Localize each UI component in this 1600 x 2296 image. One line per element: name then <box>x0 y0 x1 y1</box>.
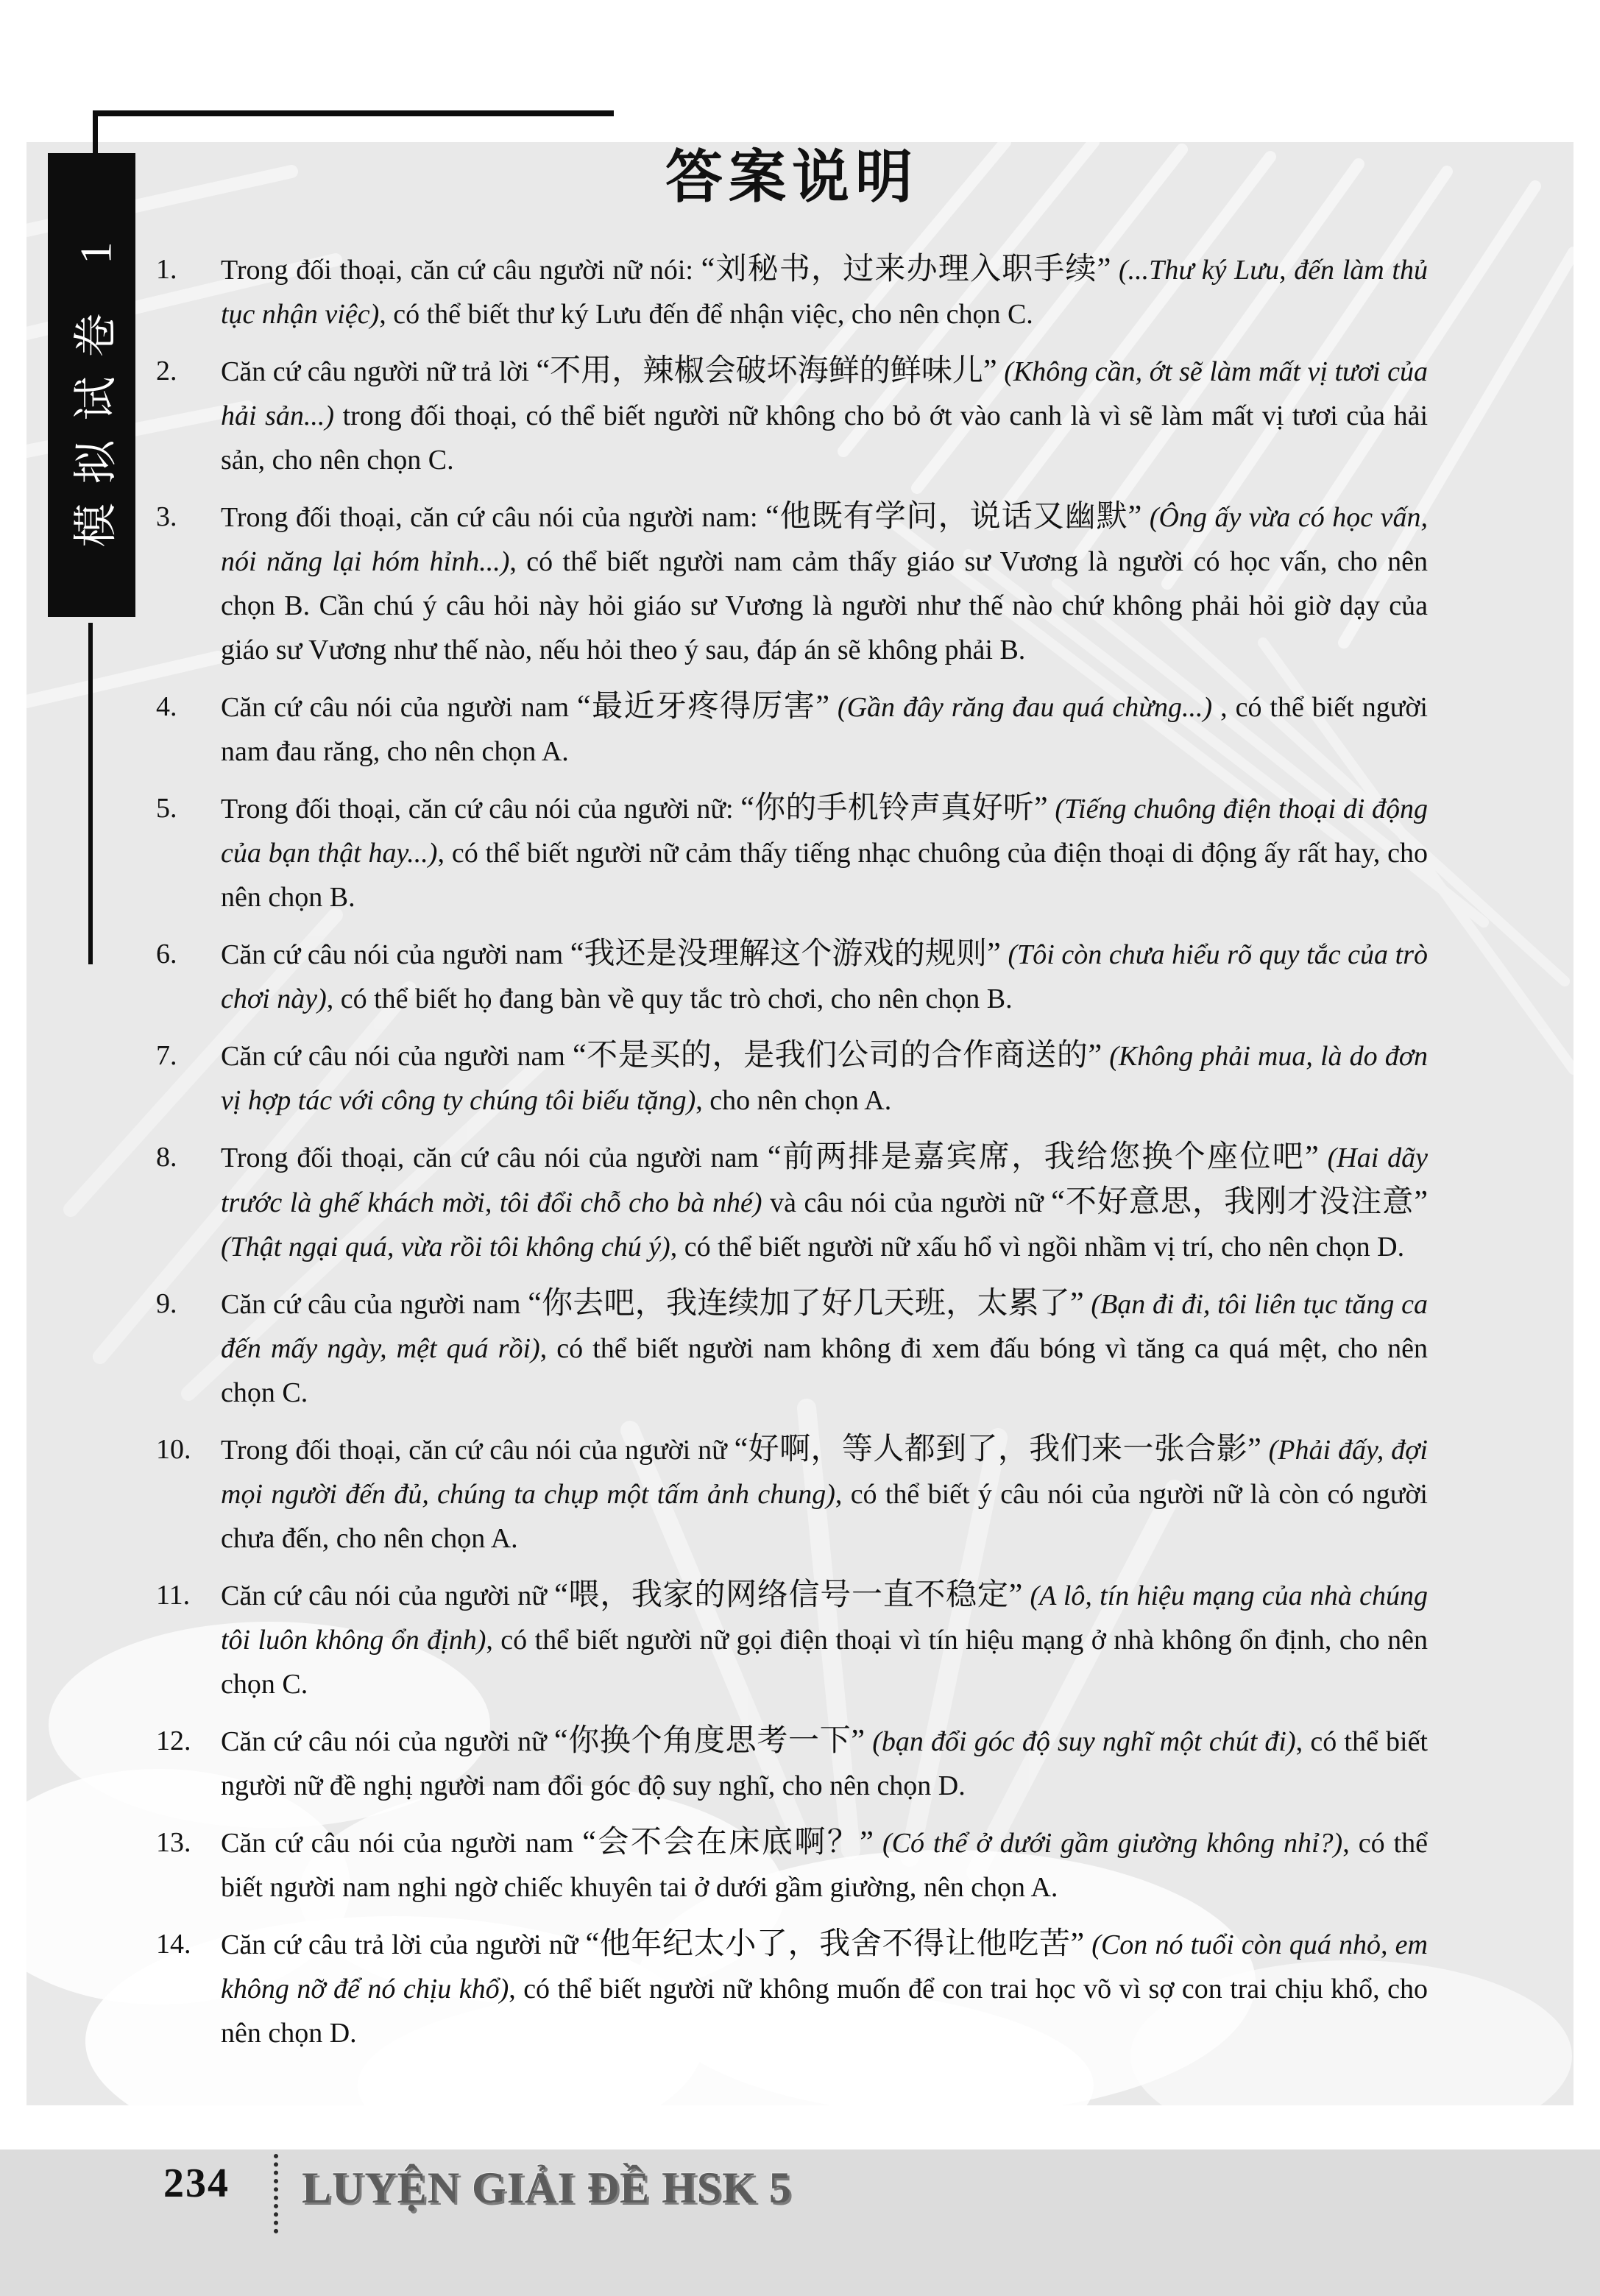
vietnamese-text-segment: Trong đối thoại, căn cứ câu nói của người nữ <box>221 1435 734 1466</box>
vietnamese-text-segment: Căn cứ câu nói của người nam <box>221 1828 583 1859</box>
vietnamese-translation-segment: (Phải đấy, đợi mọi người đến đủ, chúng ta chụp một tấm ảnh chung) <box>221 1435 1428 1510</box>
vietnamese-text-segment: , có thể biết người nữ cảm thấy tiếng nhạc chuông của điện thoại di động ấy rất hay, cho nên chọn B. <box>221 838 1428 913</box>
chinese-quote-segment: “会不会在床底啊？” <box>582 1826 874 1859</box>
chinese-quote-segment: “最近牙疼得厉害” <box>577 690 829 724</box>
vietnamese-text-segment: và câu nói của người nữ <box>762 1187 1052 1218</box>
item-number: 14. <box>156 1929 191 1960</box>
book-title: LUYỆN GIẢI ĐỀ HSK 5 <box>302 2163 792 2212</box>
vietnamese-translation-segment: (Tiếng chuông điện thoại di động của bạn thật hay...) <box>221 794 1428 869</box>
item-number: 13. <box>156 1827 191 1858</box>
explanation-item <box>156 349 1428 482</box>
vietnamese-text-segment: , có thể biết thư ký Lưu đến để nhận việc, cho nên chọn C. <box>379 299 1033 330</box>
vietnamese-text-segment: Trong đối thoại, căn cứ câu nói của người nam: <box>221 502 766 533</box>
vietnamese-text-segment: Căn cứ câu nói của người nam <box>221 1041 573 1072</box>
explanation-item <box>156 1282 1428 1415</box>
vietnamese-text-segment: , cho nên chọn A. <box>695 1085 892 1116</box>
chinese-quote-segment: “你换个角度思考一下” <box>553 1724 866 1758</box>
vietnamese-translation-segment: (bạn đổi góc độ suy nghĩ một chút đi) <box>865 1726 1296 1757</box>
top-horizontal-rule <box>93 110 614 116</box>
chinese-quote-segment: “刘秘书，过来办理入职手续” <box>701 252 1111 286</box>
explanation-item <box>156 1820 1428 1910</box>
explanation-item <box>156 1573 1428 1706</box>
vietnamese-translation-segment: (...Thư ký Lưu, đến làm thủ tục nhận việc) <box>221 255 1428 330</box>
item-number: 8. <box>156 1142 177 1173</box>
vietnamese-translation-segment: (Bạn đi đi, tôi liên tục tăng ca đến mấy ngày, mệt quá rồi) <box>221 1289 1428 1364</box>
chinese-quote-segment: “他既有学问，说话又幽默” <box>765 500 1142 534</box>
sidebar-chapter-tab <box>48 153 135 617</box>
vietnamese-text-segment: Căn cứ câu trả lời của người nữ <box>221 1929 586 1960</box>
item-number: 4. <box>156 691 177 722</box>
vietnamese-text-segment: , có thể biết người nữ gọi điện thoại vì tín hiệu mạng ở nhà không ổn định, cho nên chọn C. <box>221 1625 1428 1700</box>
explanation-item <box>156 1719 1428 1808</box>
footer-divider-dotted <box>274 2154 278 2233</box>
vietnamese-text-segment: Trong đối thoại, căn cứ câu nói của người nam <box>221 1142 768 1173</box>
page-title: 答案说明 <box>665 145 918 209</box>
vietnamese-translation-segment: (Con nó tuổi còn quá nhỏ, em không nỡ để nó chịu khổ) <box>221 1929 1428 2004</box>
page-number: 234 <box>163 2161 230 2206</box>
item-number: 11. <box>156 1580 191 1611</box>
explanation-item <box>156 932 1428 1021</box>
chinese-quote-segment: “你的手机铃声真好听” <box>740 791 1048 825</box>
item-number: 7. <box>156 1040 177 1071</box>
chinese-quote-segment: “你去吧，我连续加了好几天班，太累了” <box>528 1287 1084 1321</box>
vietnamese-text-segment: Căn cứ câu nói của người nữ <box>221 1726 554 1757</box>
vietnamese-text-segment: trong đối thoại, có thể biết người nữ không cho bỏ ớt vào canh là vì sẽ làm mất vị tươi của hải sản, cho nên chọn C. <box>221 400 1429 476</box>
chinese-quote-segment: “我还是没理解这个游戏的规则” <box>570 937 1001 971</box>
vietnamese-translation-segment: (Ông ấy vừa có học vấn, nói năng lại hóm hỉnh...) <box>221 502 1429 577</box>
explanation-item <box>156 247 1428 336</box>
item-number: 1. <box>156 254 177 285</box>
chinese-quote-segment: “好啊，等人都到了，我们来一张合影” <box>734 1433 1261 1466</box>
vietnamese-text-segment: , có thể biết người nữ đề nghị người nam đổi góc độ suy nghĩ, cho nên chọn D. <box>221 1726 1428 1801</box>
vietnamese-translation-segment: (Có thể ở dưới gầm giường không nhỉ?) <box>873 1828 1343 1859</box>
vietnamese-text-segment: Trong đối thoại, căn cứ câu nói của người nữ: <box>221 794 741 824</box>
explanation-item <box>156 1135 1428 1269</box>
chinese-quote-segment: “前两排是嘉宾席，我给您换个座位吧” <box>767 1140 1319 1174</box>
vietnamese-text-segment: , có thể biết người nữ không muốn để con trai học võ vì sợ con trai chịu khổ, cho nên chọn D. <box>221 1974 1428 2049</box>
vietnamese-text-segment: Căn cứ câu của người nam <box>221 1289 528 1320</box>
chinese-quote-segment: “不用，辣椒会破坏海鲜的鲜味儿” <box>536 354 997 388</box>
item-number: 12. <box>156 1725 191 1756</box>
explanation-item <box>156 685 1428 774</box>
explanation-list <box>156 247 1428 2068</box>
item-number: 6. <box>156 939 177 969</box>
item-number: 5. <box>156 793 177 824</box>
vietnamese-text-segment: Căn cứ câu người nữ trả lời <box>221 356 537 387</box>
vietnamese-text-segment: Căn cứ câu nói của người nam <box>221 692 578 723</box>
item-number: 10. <box>156 1434 191 1465</box>
chinese-quote-segment: “不是买的，是我们公司的合作商送的” <box>572 1039 1102 1073</box>
item-number: 9. <box>156 1288 177 1319</box>
explanation-item <box>156 495 1428 672</box>
item-number: 2. <box>156 356 177 386</box>
vietnamese-translation-segment: (Thật ngại quá, vừa rồi tôi không chú ý) <box>221 1232 670 1262</box>
vietnamese-text-segment: , có thể biết người nam nghi ngờ chiếc khuyên tai ở dưới gầm giường, nên chọn A. <box>221 1828 1428 1903</box>
explanation-item <box>156 1427 1428 1561</box>
sidebar-chapter-label: 模拟试卷 1 <box>71 222 120 548</box>
explanation-item <box>156 1922 1428 2055</box>
vietnamese-translation-segment: (Không phải mua, là do đơn vị hợp tác với công ty chúng tôi biếu tặng) <box>221 1041 1428 1116</box>
vietnamese-text-segment: , có thể biết ý câu nói của người nữ là còn có người chưa đến, cho nên chọn A. <box>221 1479 1428 1554</box>
vietnamese-text-segment: Căn cứ câu nói của người nữ <box>221 1580 555 1611</box>
vietnamese-text-segment: , có thể biết người nam đau răng, cho nên chọn A. <box>221 692 1428 767</box>
vietnamese-translation-segment: (Gần đây răng đau quá chừng...) <box>829 692 1213 723</box>
chinese-quote-segment: “他年纪太小了，我舍不得让他吃苦” <box>585 1927 1085 1961</box>
chinese-quote-segment: “喂，我家的网络信号一直不稳定” <box>554 1578 1023 1612</box>
vietnamese-text-segment: , có thể biết người nữ xấu hổ vì ngồi nhầm vị trí, cho nên chọn D. <box>670 1232 1405 1262</box>
explanation-item <box>156 786 1428 919</box>
vietnamese-translation-segment: (Hai dãy trước là ghế khách mời, tôi đổi chỗ cho bà nhé) <box>221 1142 1428 1218</box>
footer-band <box>0 2150 1600 2296</box>
vietnamese-translation-segment: (A lô, tín hiệu mạng của nhà chúng tôi luôn không ổn định) <box>221 1580 1428 1656</box>
vietnamese-text-segment: Căn cứ câu nói của người nam <box>221 939 570 970</box>
vietnamese-text-segment: Trong đối thoại, căn cứ câu người nữ nói: <box>221 255 701 286</box>
tab-stem-line <box>88 623 93 964</box>
explanation-item <box>156 1034 1428 1123</box>
vietnamese-text-segment: , có thể biết người nam cảm thấy giáo sư Vương là người có học vấn, cho nên chọn B. Cần chú ý câu hỏi này hỏi giáo sư Vương là người như thế nào chứ không phải hỏi giờ dạy của giáo sư Vương như thế nào, nếu hỏi theo ý sau, đáp án sẽ không phải B. <box>221 546 1428 665</box>
vietnamese-text-segment: , có thể biết họ đang bàn về quy tắc trò chơi, cho nên chọn B. <box>326 983 1013 1014</box>
item-number: 3. <box>156 501 177 532</box>
top-rule-connector <box>93 110 98 158</box>
vietnamese-translation-segment: (Không cần, ớt sẽ làm mất vị tươi của hải sản...) <box>221 356 1428 431</box>
vietnamese-text-segment: , có thể biết người nam không đi xem đấu bóng vì tăng ca quá mệt, cho nên chọn C. <box>221 1333 1429 1408</box>
vietnamese-translation-segment: (Tôi còn chưa hiểu rõ quy tắc của trò chơi này) <box>221 939 1428 1014</box>
chinese-quote-segment: “不好意思，我刚才没注意” <box>1051 1185 1428 1219</box>
